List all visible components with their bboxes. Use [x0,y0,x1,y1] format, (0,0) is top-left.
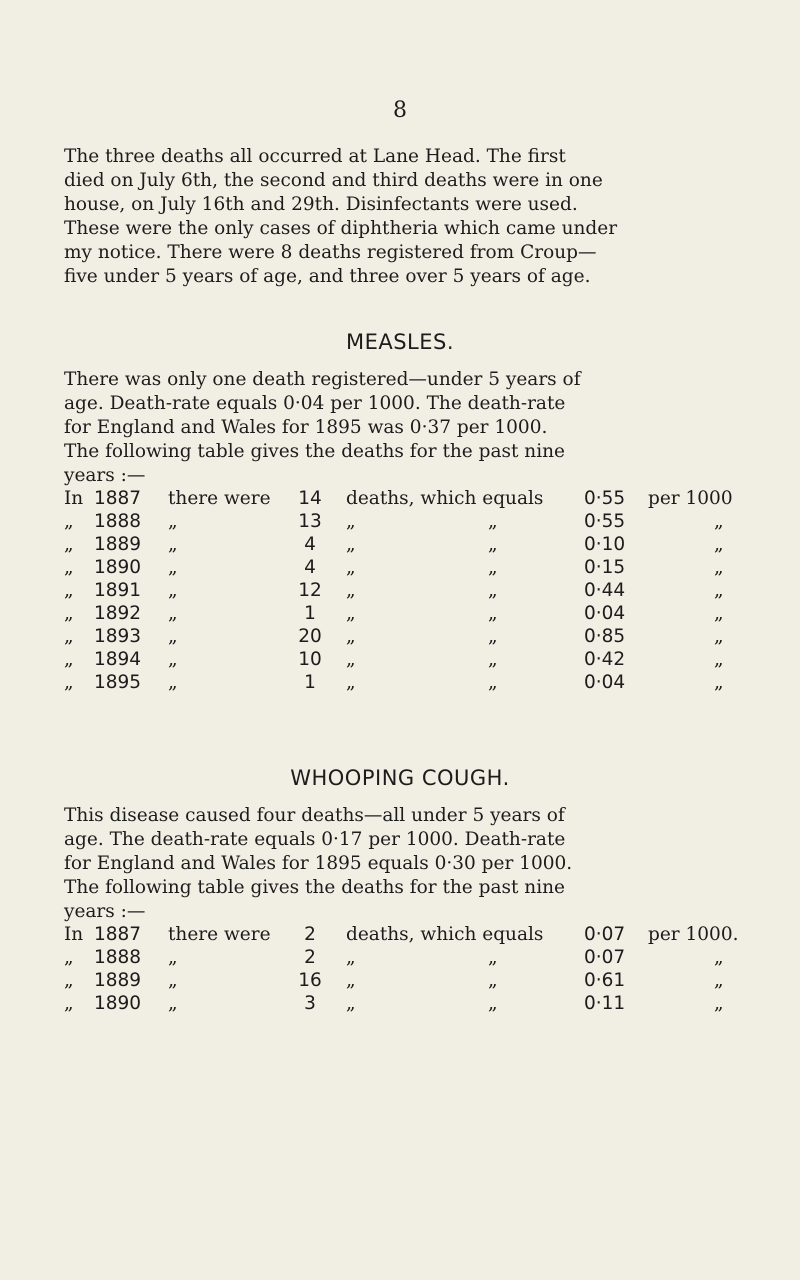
year-cell: 1887 [94,488,142,509]
row-prefix: In [64,488,84,509]
ditto-mark: „ [64,511,74,532]
rate-cell: 0·04 [584,672,626,693]
ditto-mark: „ [346,947,356,968]
ditto-mark: „ [488,947,498,968]
table-row [64,534,754,557]
ditto-mark: „ [168,580,178,601]
ditto-mark: „ [714,649,724,670]
ditto-mark: „ [64,580,74,601]
ditto-mark: „ [168,649,178,670]
ditto-mark: „ [714,580,724,601]
page-number: 8 [393,98,407,123]
ditto-mark: „ [346,557,356,578]
table-row [64,993,754,1016]
deaths-cell: 10 [298,649,322,670]
ditto-mark: „ [714,534,724,555]
rate-cell: 0·07 [584,924,626,945]
ditto-mark: „ [714,993,724,1014]
table-row [64,511,754,534]
table-row [64,626,754,649]
row-text: deaths, which equals [346,488,544,509]
rate-cell: 0·15 [584,557,626,578]
table-row [64,488,754,511]
year-cell: 1894 [94,649,142,670]
text-line: my notice. There were 8 deaths registered from Croup— [64,242,597,263]
ditto-mark: „ [168,672,178,693]
ditto-mark: „ [64,947,74,968]
ditto-mark: „ [346,534,356,555]
rate-cell: 0·07 [584,947,626,968]
ditto-mark: „ [488,580,498,601]
ditto-mark: „ [714,672,724,693]
table-row [64,672,754,695]
ditto-mark: „ [714,557,724,578]
deaths-cell: 1 [304,672,316,693]
year-cell: 1888 [94,947,142,968]
text-line: The following table gives the deaths for the past nine [64,441,565,462]
ditto-mark: „ [488,534,498,555]
measles-paragraph [64,368,736,440]
text-line: years :— [64,465,146,486]
rate-cell: 0·04 [584,603,626,624]
row-text: there were [168,488,271,509]
ditto-mark: „ [64,557,74,578]
rate-cell: 0·55 [584,488,626,509]
ditto-mark: „ [714,970,724,991]
deaths-cell: 2 [304,947,316,968]
deaths-cell: 4 [304,534,316,555]
text-line: These were the only cases of diphtheria which came under [64,218,618,239]
rate-cell: 0·11 [584,993,626,1014]
year-cell: 1888 [94,511,142,532]
rate-cell: 0·42 [584,649,626,670]
ditto-mark: „ [64,534,74,555]
row-text: there were [168,924,271,945]
ditto-mark: „ [168,626,178,647]
whooping-paragraph [64,804,736,876]
ditto-mark: „ [168,970,178,991]
rate-cell: 0·10 [584,534,626,555]
measles-table-intro [64,440,736,488]
deaths-cell: 4 [304,557,316,578]
rate-cell: 0·85 [584,626,626,647]
table-row [64,557,754,580]
text-line: The following table gives the deaths for the past nine [64,877,565,898]
deaths-cell: 14 [298,488,322,509]
year-cell: 1890 [94,993,142,1014]
ditto-mark: „ [346,603,356,624]
ditto-mark: „ [168,603,178,624]
deaths-cell: 2 [304,924,316,945]
deaths-cell: 16 [298,970,322,991]
ditto-mark: „ [346,970,356,991]
ditto-mark: „ [168,534,178,555]
ditto-mark: „ [488,603,498,624]
ditto-mark: „ [488,672,498,693]
ditto-mark: „ [714,626,724,647]
rate-cell: 0·61 [584,970,626,991]
ditto-mark: „ [64,993,74,1014]
year-cell: 1887 [94,924,142,945]
table-row [64,924,754,947]
text-line: died on July 6th, the second and third deaths were in one [64,170,603,191]
text-line: for England and Wales for 1895 equals 0·30 per 1000. [64,853,573,874]
ditto-mark: „ [346,993,356,1014]
ditto-mark: „ [488,993,498,1014]
ditto-mark: „ [488,970,498,991]
year-cell: 1893 [94,626,142,647]
text-line: age. The death-rate equals 0·17 per 1000. Death-rate [64,829,566,850]
text-line: five under 5 years of age, and three over 5 years of age. [64,266,591,287]
deaths-cell: 20 [298,626,322,647]
row-prefix: In [64,924,84,945]
text-line: There was only one death registered—under 5 years of [64,369,581,390]
row-text: deaths, which equals [346,924,544,945]
whooping-table [64,924,754,1016]
ditto-mark: „ [168,993,178,1014]
table-row [64,649,754,672]
ditto-mark: „ [64,626,74,647]
table-row [64,970,754,993]
ditto-mark: „ [346,672,356,693]
ditto-mark: „ [488,626,498,647]
ditto-mark: „ [168,557,178,578]
row-text: per 1000. [648,924,739,945]
ditto-mark: „ [488,557,498,578]
ditto-mark: „ [64,649,74,670]
year-cell: 1889 [94,534,142,555]
year-cell: 1890 [94,557,142,578]
ditto-mark: „ [168,947,178,968]
ditto-mark: „ [64,672,74,693]
whooping-cough-heading: WHOOPING COUGH. [290,766,510,790]
measles-heading: MEASLES. [345,330,455,354]
text-line: years :— [64,901,146,922]
year-cell: 1895 [94,672,142,693]
text-line: house, on July 16th and 29th. Disinfectants were used. [64,194,578,215]
table-row [64,580,754,603]
deaths-cell: 12 [298,580,322,601]
row-text: per 1000 [648,488,733,509]
deaths-cell: 13 [298,511,322,532]
ditto-mark: „ [346,580,356,601]
deaths-cell: 3 [304,993,316,1014]
ditto-mark: „ [714,511,724,532]
year-cell: 1889 [94,970,142,991]
whooping-table-intro [64,876,736,924]
year-cell: 1891 [94,580,142,601]
text-line: for England and Wales for 1895 was 0·37 per 1000. [64,417,548,438]
ditto-mark: „ [488,511,498,532]
deaths-cell: 1 [304,603,316,624]
table-row [64,947,754,970]
text-line: The three deaths all occurred at Lane Head. The first [64,146,566,167]
ditto-mark: „ [346,649,356,670]
ditto-mark: „ [346,626,356,647]
ditto-mark: „ [64,603,74,624]
text-line: This disease caused four deaths—all under 5 years of [64,805,565,826]
ditto-mark: „ [168,511,178,532]
ditto-mark: „ [714,947,724,968]
rate-cell: 0·44 [584,580,626,601]
intro-paragraph [64,145,736,289]
rate-cell: 0·55 [584,511,626,532]
year-cell: 1892 [94,603,142,624]
ditto-mark: „ [346,511,356,532]
measles-table [64,488,754,695]
text-line: age. Death-rate equals 0·04 per 1000. The death-rate [64,393,566,414]
table-row [64,603,754,626]
ditto-mark: „ [714,603,724,624]
ditto-mark: „ [64,970,74,991]
ditto-mark: „ [488,649,498,670]
